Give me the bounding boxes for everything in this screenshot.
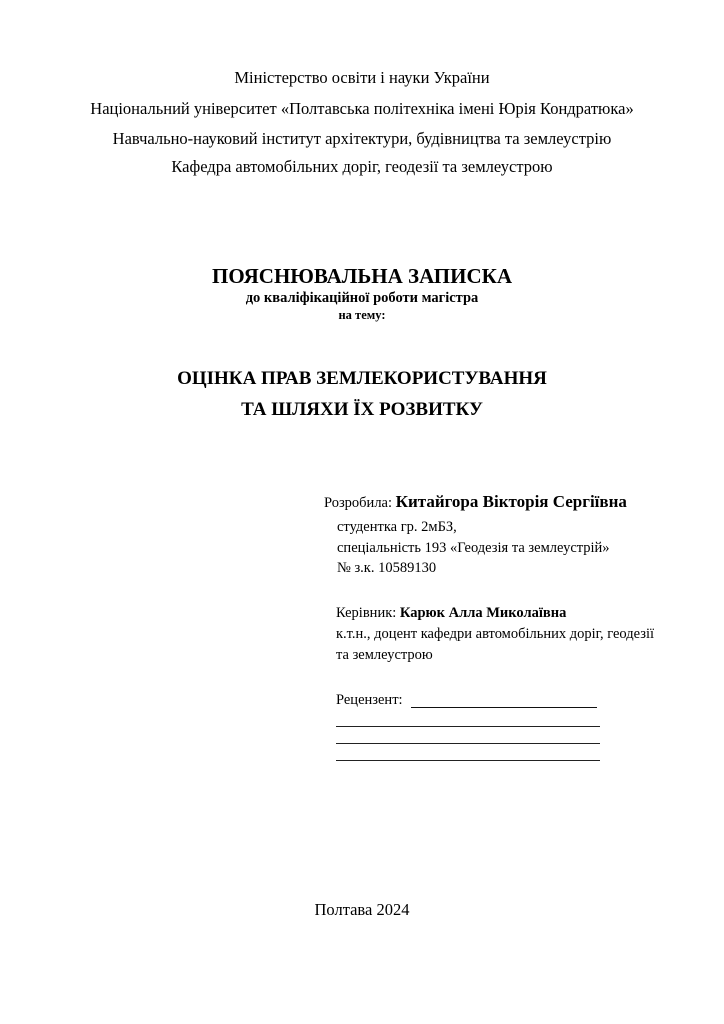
reviewer-blank-line-2 <box>336 743 600 744</box>
topic-line-1: ОЦІНКА ПРАВ ЗЕМЛЕКОРИСТУВАННЯ <box>177 368 547 389</box>
supervisor-line <box>336 603 566 623</box>
author-record-book: № з.к. 10589130 <box>337 560 437 576</box>
department-line: Кафедра автомобільних доріг, геодезії та землеустрою <box>171 157 553 176</box>
ministry-line: Міністерство освіти і науки України <box>234 68 490 87</box>
institute-line: Навчально-науковий інститут архітектури, будівництва та землеустрію <box>112 129 612 148</box>
reviewer-name-line <box>411 707 597 708</box>
author-name: Китайгора Вікторія Сергіївна <box>395 492 627 511</box>
document-subtitle: до кваліфікаційної роботи магістра <box>245 290 479 306</box>
document-subtitle-topic-label: на тему: <box>338 308 386 322</box>
supervisor-name: Карюк Алла Миколаївна <box>399 605 567 621</box>
document-title: ПОЯСНЮВАЛЬНА ЗАПИСКА <box>211 264 513 288</box>
supervisor-label: Керівник: <box>336 605 397 621</box>
city-year: Полтава 2024 <box>314 900 410 919</box>
reviewer-label: Рецензент: <box>336 692 403 708</box>
author-label: Розробила: <box>324 495 393 511</box>
reviewer-blank-line-1 <box>336 726 600 727</box>
reviewer-blank-line-3 <box>336 760 600 761</box>
topic-line-2: ТА ШЛЯХИ ЇХ РОЗВИТКУ <box>241 399 483 420</box>
author-group: студентка гр. 2мБЗ, <box>337 519 457 535</box>
supervisor-degree: к.т.н., доцент кафедри автомобільних доріг, геодезії <box>336 626 655 642</box>
university-line: Національний університет «Полтавська політехніка імені Юрія Кондратюка» <box>90 99 634 118</box>
supervisor-department: та землеустрою <box>336 647 433 663</box>
author-line <box>324 492 627 513</box>
author-specialty: спеціальність 193 «Геодезія та землеустрій» <box>337 540 610 556</box>
